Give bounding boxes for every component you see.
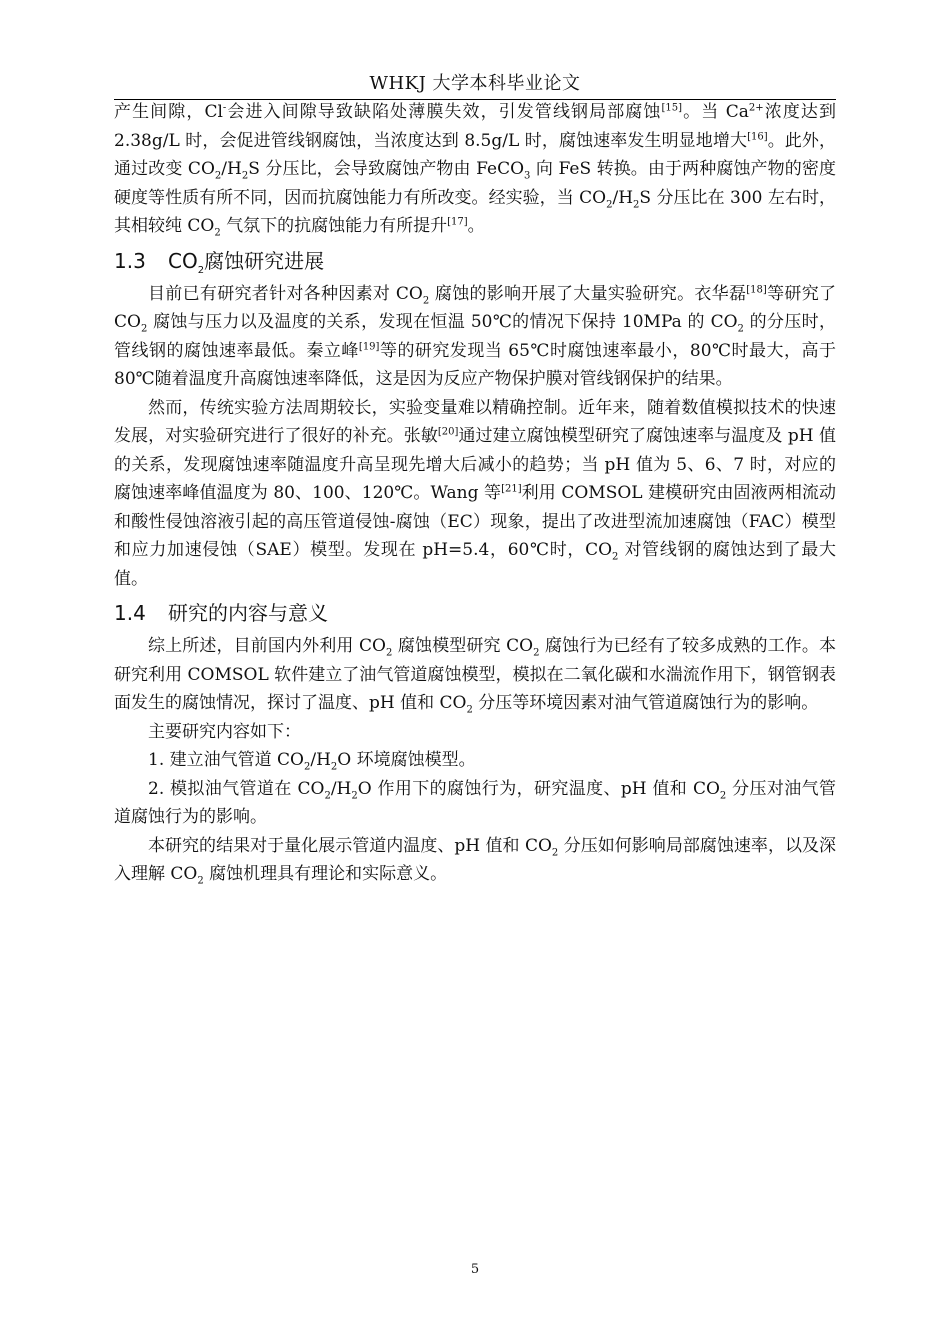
page-header: WHKJ 大学本科毕业论文 — [369, 73, 581, 94]
list-item-1: 1. 建立油气管道 $CO_2/H_2O$ 环境腐蚀模型。 — [148, 750, 476, 773]
section-number: 1.3 — [114, 248, 146, 273]
citation: [18] — [746, 283, 767, 295]
citation: [17] — [447, 216, 468, 228]
citation: [20] — [437, 426, 459, 438]
paragraph-numerical-simulation: 然而，传统实验方法周期较长，实验变量难以精确控制。近年来，随着数值模拟技术的快速发展，对实验研究进行了很好的补充。张敏[20]通过建立腐蚀模型研究了腐蚀速率与温度及 pH 值的关系，发现腐蚀速率随温度升高呈现先增大后减小的趋势；当 pH 值为 5、6、7 时，对应的腐蚀速率峰值温度为 80、100、120℃。Wang 等[21]利用 COMSOL 建模研究由固液两相流动和酸性侵蚀溶液引起的高压管道侵蚀-腐蚀（EC）现象，提出了改进型流加速腐蚀（FAC）模型和应力加速侵蚀（SAE）模型。发现在 pH=5.4，60℃时，$CO_2$ 对管线钢的腐蚀达到了最大值。 — [114, 397, 836, 589]
paragraph-corrosion-products: 产生间隙，Cl-会进入间隙导致缺陷处薄膜失效，引发管线钢局部腐蚀[15]。当 $Ca^{2+}$浓度达到 2.38g/L 时，会促进管线钢腐蚀，当浓度达到 8.5g/L 时，腐蚀速率发生明显地增大[16]。此外，通过改变 $CO_2/H_2S$ 分压比，会导致腐蚀产物由 FeCO$_3$ 向 FeS 转换。由于两种腐蚀产物的密度硬度等性质有所不同，因而抗腐蚀能力有所改变。经实验，当 $CO_2/H_2S$ 分压比在 300 左右时，其相较纯 $CO_2$ 气氛下的抗腐蚀能力有所提升[17]。 — [114, 102, 837, 239]
section-number: 1.4 — [114, 601, 146, 625]
citation: [21] — [501, 483, 522, 495]
citation: [15] — [661, 102, 683, 114]
citation: [19] — [358, 340, 380, 352]
list-item-2: 2. 模拟油气管道在 $CO_2/H_2O$ 作用下的腐蚀行为，研究温度、pH 值和 $CO_2$ 分压对油气管道腐蚀行为的影响。 — [114, 778, 836, 827]
section-heading-1-4: 1.4 研究的内容与意义 — [114, 601, 328, 625]
page-body — [114, 98, 836, 889]
section-heading-1-3: 1.3 $CO_2$腐蚀研究进展 — [114, 248, 325, 276]
paragraph-summary: 综上所述，目前国内外利用 $CO_2$ 腐蚀模型研究 $CO_2$ 腐蚀行为已经有了较多成熟的工作。本研究利用 COMSOL 软件建立了油气管道腐蚀模型，模拟在二氧化碳和水湍流作用下，钢管钢表面发生的腐蚀情况，探讨了温度、pH 值和 $CO_2$ 分压等环境因素对油气管道腐蚀行为的影响。 — [114, 636, 836, 716]
page-number: 5 — [470, 1262, 480, 1277]
citation: [16] — [747, 130, 768, 142]
paragraph-main-content-intro: 主要研究内容如下： — [148, 721, 301, 742]
paragraph-experimental-research: 目前已有研究者针对各种因素对 $CO_2$ 腐蚀的影响开展了大量实验研究。衣华磊[18]等研究了 $CO_2$ 腐蚀与压力以及温度的关系，发现在恒温 50℃的情况下保持 10MPa 的 $CO_2$ 的分压时，管线钢的腐蚀速率最低。秦立峰[19]等的研究发现当 65℃时腐蚀速率最小，80℃时最大，高于 80℃随着温度升高腐蚀速率降低，这是因为反应产物保护膜对管线钢保护的结果。 — [114, 283, 837, 389]
paragraph-significance: 本研究的结果对于量化展示管道内温度、pH 值和 $CO_2$ 分压如何影响局部腐蚀速率，以及深入理解 $CO_2$ 腐蚀机理具有理论和实际意义。 — [114, 835, 837, 887]
